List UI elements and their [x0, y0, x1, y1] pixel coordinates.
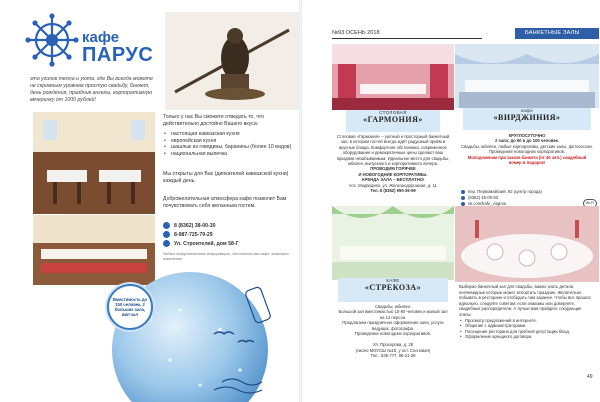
card-virdzhinia	[455, 44, 599, 204]
garmonia-line1: ПРОВОДИМ ГОРЯЧЕЕ	[370, 166, 416, 172]
page-number: 49	[587, 374, 593, 380]
virdzhinia-phone: (8362) 45-05-93	[468, 195, 499, 200]
ship-wheel-logo-icon	[24, 12, 80, 68]
location-pin-icon	[461, 190, 465, 194]
phone-icon	[163, 222, 170, 229]
strekoza-name: «СТРЕКОЗА»	[364, 283, 422, 292]
strekoza-l3: Предлагаем праздничное оформление зала, услуги ведущих, фотографа.	[342, 320, 444, 331]
strekoza-phone[interactable]: Тел.: 635-777, 96-21-39	[370, 353, 416, 359]
address-text: Ул. Строителей, дом 58-Г	[174, 240, 239, 247]
banquet-intro: Выбирая банкетный зал для свадьбы, важно знать детали, неочевидные которые может испортить праздник. Желательно побывать в ресторане и отобедать там заранее. Чтобы все прошло идеально, следуйте советам: если знакомы или доверяете, свадебные распорядители. А лучше вам пройдите следующие этапы:	[459, 284, 591, 317]
phone-1-text: 8 (8362) 38-00-30	[174, 222, 216, 229]
photo-cafe-interior	[33, 112, 155, 214]
virdzhinia-name: «ВИРДЖИНИЯ»	[493, 113, 561, 122]
virdzhinia-vk: vk.com/kafe_virginia	[468, 201, 506, 206]
strekoza-title	[338, 278, 448, 302]
virdzhinia-kind: кафе	[520, 108, 534, 113]
photo-banquet-table	[455, 206, 599, 282]
garmonia-name: «ГАРМОНИЯ»	[363, 115, 423, 124]
garmonia-illustration	[332, 44, 454, 110]
strekoza-body	[336, 304, 450, 359]
strekoza-kind: КАФЕ	[386, 278, 400, 283]
strekoza-illustration	[332, 206, 454, 280]
issue-label: №93 ОСЕНЬ 2018	[332, 30, 380, 36]
tagline: это уголок тепла и уюта, где Вы всегда можете не скромным уровнем простую свадьбу, банкет, день рождения, праздник ангелы, корпоративную вечеринку от 1000 рублей!	[30, 76, 153, 103]
photo-virdzhinia-hall	[455, 44, 599, 108]
list-item: • Посещение ресторана для пробной дегустации блюд.	[459, 329, 595, 335]
garmonia-body	[336, 134, 450, 193]
virdzhinia-body	[461, 133, 593, 165]
virdzhinia-l4: Проведение новогодних корпоративов.	[488, 149, 566, 155]
brand-name	[82, 30, 153, 65]
banquet-article	[459, 284, 595, 340]
garmonia-address: пос. Медведево, ул. Железнодорожная, д. 11	[349, 182, 437, 188]
right-page-banquet-halls	[302, 0, 600, 402]
card-garmonia	[332, 44, 454, 204]
disclaimer-text: Любые представленные информация, обстоятельства кафе, возможно изменение	[163, 252, 289, 261]
garmonia-title	[346, 110, 440, 132]
header-rule	[332, 38, 482, 39]
strekoza-address: Ул. Прохорова, д. 28	[372, 342, 414, 348]
virdzhinia-title	[463, 108, 591, 130]
phone-2-text: 8-987-725-79-29	[174, 231, 213, 238]
contact-phone-2[interactable]	[163, 231, 293, 238]
left-page-kafe-parus	[0, 0, 299, 402]
opening-text: Мы открыты для Вас (дипкателей кавказской кухни) каждый день.	[163, 171, 289, 184]
phone-icon	[461, 196, 465, 200]
garmonia-phone[interactable]: Тел. 8 (8362) 990-36-99	[370, 188, 416, 194]
strekoza-l2: Большой зал вместимостью 10-80 человек и малый зал на 12 персон.	[338, 309, 448, 320]
strekoza-l1: Свадьбы, юбилеи.	[374, 304, 412, 309]
virdzhinia-l1: КРУГЛОСУТОЧНО	[508, 133, 546, 138]
virdzhinia-contacts	[461, 189, 593, 207]
section-title: БАНКЕТНЫЕ ЗАЛЫ	[515, 28, 599, 39]
sword-statue-illustration	[165, 12, 299, 110]
banquet-table-illustration	[455, 206, 599, 282]
wifi-icon: Wi-Fi	[583, 199, 597, 208]
garmonia-line3: АРЕНДА ЗАЛА – БЕСПЛАТНО!	[361, 177, 425, 183]
brand-line1: кафе	[82, 29, 120, 46]
virdzhinia-l3: Свадьбы, юбилеи, любые корпоративы, детские залы, фотосессии.	[461, 143, 593, 149]
location-pin-icon	[163, 240, 170, 247]
list-item: • национальная выпечка	[163, 151, 295, 158]
contact-phone-1[interactable]	[163, 222, 293, 229]
atmosphere-text: Доброжелательная атмосфера кафе позволит Вам почувствовать себя желанным гостем.	[163, 196, 287, 209]
garmonia-kind: СТОЛОВАЯ	[379, 110, 407, 115]
card-strekoza	[332, 206, 454, 386]
photo-garmonia-hall	[332, 44, 454, 110]
list-item: • шашлык из говядины, баранины (более 10 видов)	[163, 144, 295, 151]
garmonia-text: Столовая «Гармония» – уютный и просторный банкетный зал, в котором гостей всегда ждёт радушный приём и вкусные блюда. Комфортная обстановка, современное оборудование и демократичные цены сделают ваш праздник незабываемым. Идеальное место для свадьбы, юбилея, выпускного и корпоративного вечера.	[336, 134, 450, 167]
strekoza-l4: Проведение новогодних корпоративов.	[354, 331, 432, 337]
interior-illustration	[33, 112, 155, 214]
intro-text: Только у нас Вы сможете отведать то, что действительно достойно Вашего вкуса:	[163, 114, 265, 127]
capacity-badge-text: Вместимость до 150 человек, 2 больших зала, вип-зал	[112, 297, 148, 317]
strekoza-sub: (около МОУСШ №18, у ост. Сосновая)	[355, 347, 431, 353]
capacity-badge	[107, 284, 153, 330]
photo-strekoza-hall	[332, 206, 454, 280]
mobile-phone-icon	[163, 231, 170, 238]
photo-sword-statue	[165, 12, 299, 110]
contact-address	[163, 240, 293, 247]
list-item: • Просмотр предложений в интернете.	[459, 318, 595, 324]
list-item: • Общение с администраторами.	[459, 323, 595, 329]
list-item: • настоящая кавказская кухня	[163, 131, 295, 138]
list-item: • Оформление арендного договора.	[459, 334, 595, 340]
brand-line2: ПАРУС	[82, 44, 154, 66]
virdzhinia-address: пер. Первомайский, 92 (центр города)	[468, 189, 543, 194]
virdzhinia-illustration	[455, 44, 599, 108]
banquet-steps	[459, 318, 595, 340]
virdzhinia-offer: Молодоженам при заказе банкета (от 40 чел.) свадебный номер в подарок!	[467, 154, 587, 166]
cuisine-list	[163, 131, 295, 157]
virdzhinia-l2: 2 зала: до 60 и до 100 человек.	[495, 138, 559, 144]
garmonia-line2: И НОВОГОДНИЕ КОРПОРАТИВЫ.	[358, 171, 428, 177]
list-item: • европейская кухня	[163, 138, 295, 145]
